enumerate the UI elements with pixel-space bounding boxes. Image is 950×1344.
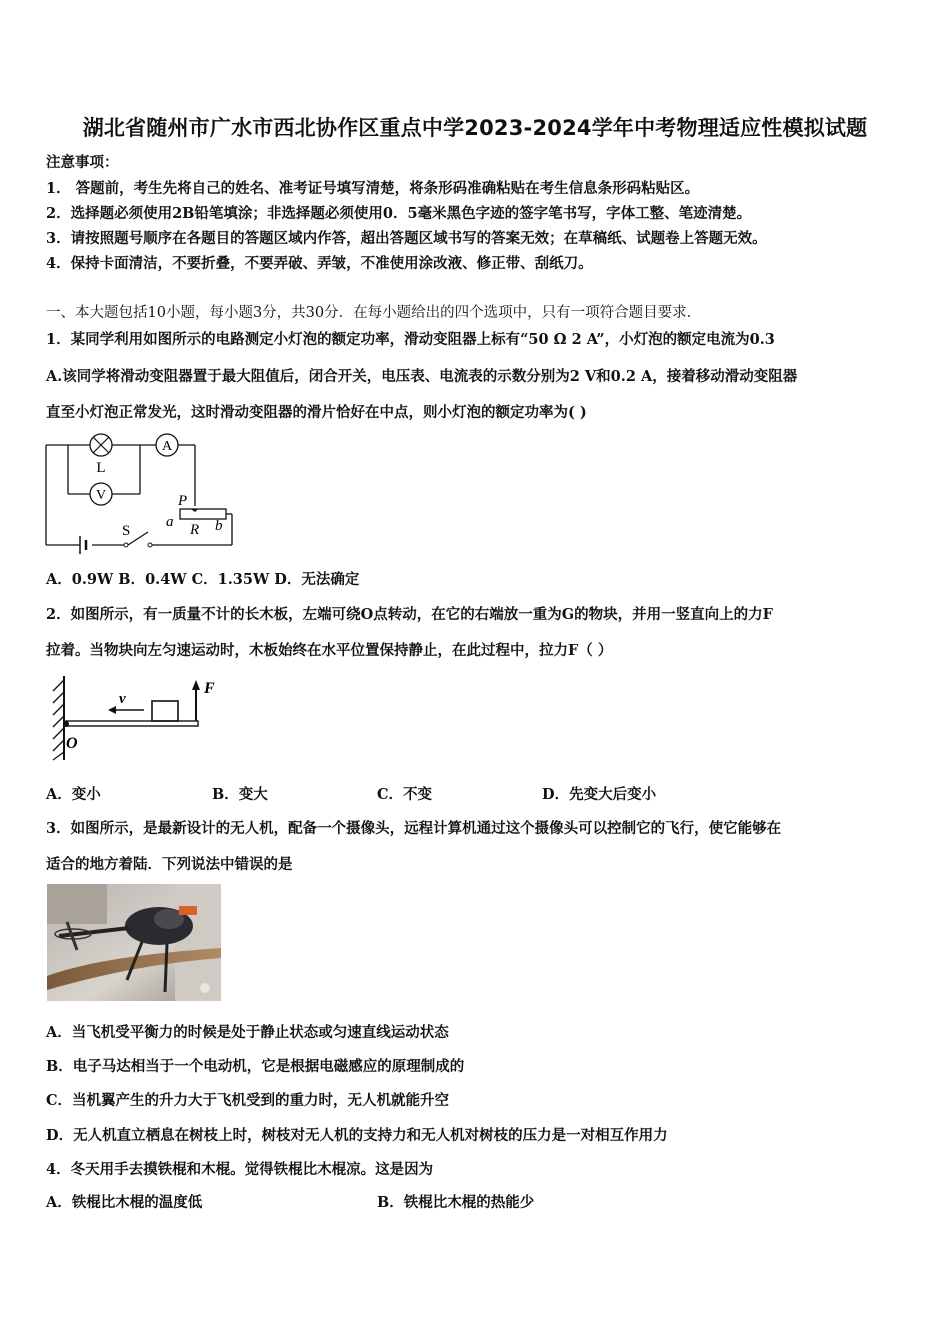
force-label: F bbox=[204, 680, 215, 697]
velocity-label: v bbox=[119, 691, 126, 707]
slider-arrow bbox=[191, 509, 198, 512]
notice-item: 1． 答题前，考生先将自己的姓名、准考证号填写清楚，将条形码准确粘贴在考生信息条形码粘贴区。 bbox=[46, 180, 700, 197]
question-3-text: 适合的地方着陆．下列说法中错误的是 bbox=[46, 856, 293, 873]
switch-label: S bbox=[122, 523, 131, 539]
question-2-option-a: A．变小 bbox=[46, 786, 101, 803]
velocity-arrowhead bbox=[108, 706, 116, 714]
question-3-text: 3．如图所示，是最新设计的无人机，配备一个摄像头，远程计算机通过这个摄像头可以控制它的飞行，使它能够在 bbox=[46, 820, 782, 837]
question-2-text: 拉着。当物块向左匀速运动时，木板始终在水平位置保持静止，在此过程中，拉力F（ ） bbox=[46, 642, 613, 659]
lamp-label: L bbox=[96, 460, 106, 476]
question-1-text: 直至小灯泡正常发光，这时滑动变阻器的滑片恰好在中点，则小灯泡的额定功率为( ) bbox=[46, 404, 587, 421]
question-2-option-c: C．不变 bbox=[377, 786, 433, 803]
notice-item: 4．保持卡面清洁，不要折叠，不要弄破、弄皱，不准使用涂改液、修正带、刮纸刀。 bbox=[46, 255, 593, 272]
end-a-label: a bbox=[166, 514, 174, 530]
ammeter-label: A bbox=[161, 439, 173, 454]
question-4-text: 4．冬天用手去摸铁棍和木棍。觉得铁棍比木棍凉。这是因为 bbox=[46, 1161, 434, 1178]
end-b-label: b bbox=[215, 518, 223, 534]
slider-label: P bbox=[178, 493, 188, 509]
question-1-text: A.该同学将滑动变阻器置于最大阻值后，闭合开关，电压表、电流表的示数分别为2 V和0.2 A，接着移动滑动变阻器 bbox=[46, 368, 798, 385]
question-3-option-d: D．无人机直立栖息在树枝上时，树枝对无人机的支持力和无人机对树枝的压力是一对相互作用力 bbox=[46, 1127, 668, 1144]
question-1-text: 1．某同学利用如图所示的电路测定小灯泡的额定功率，滑动变阻器上标有“50 Ω 2 A”，小灯泡的额定电流为0.3 bbox=[46, 331, 775, 348]
pivot-label: O bbox=[66, 735, 78, 752]
question-4-option-a: A．铁棍比木棍的温度低 bbox=[46, 1194, 203, 1211]
notice-item: 2．选择题必须使用2B铅笔填涂；非选择题必须使用0．5毫米黑色字迹的签字笔书写，字体工整、笔迹清楚。 bbox=[46, 205, 752, 222]
question-3-option-c: C．当机翼产生的升力大于飞机受到的重力时，无人机就能升空 bbox=[46, 1092, 450, 1109]
force-arrowhead bbox=[192, 680, 200, 690]
lever-diagram bbox=[44, 672, 224, 762]
question-3-option-a: A．当飞机受平衡力的时候是处于静止状态或匀速直线运动状态 bbox=[46, 1024, 449, 1041]
voltmeter-label: V bbox=[95, 488, 107, 503]
question-2-option-d: D．先变大后变小 bbox=[542, 786, 657, 803]
section-heading: 一、本大题包括10小题，每小题3分，共30分．在每小题给出的四个选项中，只有一项符合题目要求． bbox=[46, 305, 702, 321]
notice-item: 3．请按照题号顺序在各题目的答题区域内作答，超出答题区域书写的答案无效；在草稿纸、试题卷上答题无效。 bbox=[46, 230, 767, 247]
drone-photo bbox=[47, 884, 221, 1001]
lamp-icon bbox=[90, 434, 112, 456]
resistor-label: R bbox=[190, 522, 200, 538]
exam-title: 湖北省随州市广水市西北协作区重点中学2023-2024学年中考物理适应性模拟试题 bbox=[82, 116, 868, 140]
circuit-diagram bbox=[40, 428, 250, 554]
pivot-icon bbox=[63, 721, 69, 727]
notice-heading: 注意事项： bbox=[46, 154, 119, 171]
question-3-option-b: B．电子马达相当于一个电动机，它是根据电磁感应的原理制成的 bbox=[46, 1058, 465, 1075]
question-2-text: 2．如图所示，有一质量不计的长木板，左端可绕O点转动，在它的右端放一重为G的物块，并用一竖直向上的力F bbox=[46, 606, 773, 623]
question-2-option-b: B．变大 bbox=[212, 786, 268, 803]
question-4-option-b: B．铁棍比木棍的热能少 bbox=[377, 1194, 535, 1211]
question-1-options: A．0.9W B．0.4W C．1.35W D．无法确定 bbox=[46, 571, 360, 588]
